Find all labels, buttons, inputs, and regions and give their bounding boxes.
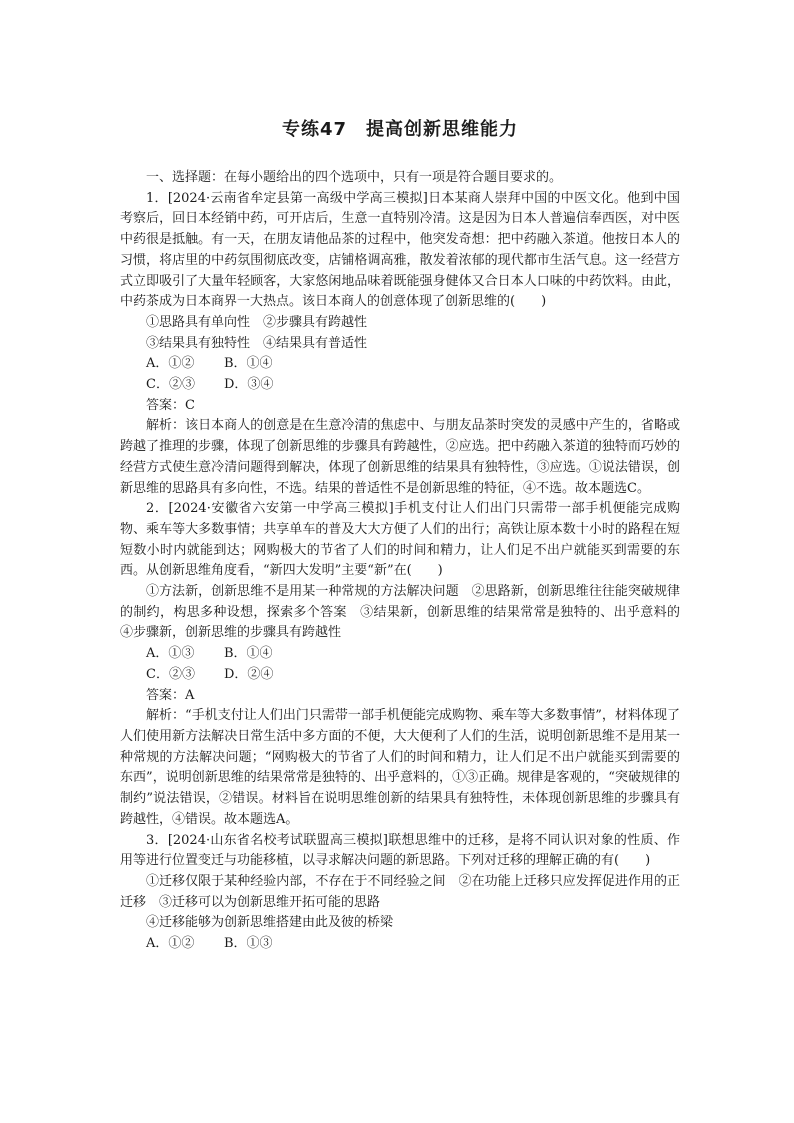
- option-a: A．①②: [146, 356, 195, 372]
- option-d: D．③④: [224, 377, 274, 393]
- statement-line: ①思路具有单向性 ②步骤具有跨越性: [146, 314, 368, 330]
- question-1: [120, 189, 680, 500]
- statement-line: ④迁移能够为创新思维搭建由此及彼的桥梁: [146, 915, 394, 931]
- section-heading: 一、选择题：在每小题给出的四个选项中，只有一项是符合题目要求的。: [146, 170, 563, 185]
- options-row: [120, 934, 680, 955]
- question-stem: 1．[2024·云南省牟定县第一高级中学高三模拟]日本某商人崇拜中国的中医文化。他到中国考察后，回日本经销中药，可开店后，生意一直特别冷清。这是因为日本人普遍信奉西医，对中医中药很是抵触。有一天，在朋友请他品茶的过程中，他突发奇想：把中药融入茶道。他按日本人的习惯，将店里的中药氛围彻底改变，店铺格调高雅，散发着浓郁的现代都市生活气息。这一经营方式立即吸引了大量年轻顾客，大家悠闲地品味着既能强身健体又合日本人口味的中药饮料。由此，中药茶成为日本商界一大热点。该日本商人的创意体现了创新思维的( ): [120, 190, 680, 310]
- page-title: 专练47 提高创新思维能力: [281, 119, 519, 140]
- answer-line: 答案：C: [146, 397, 195, 413]
- option-d: D．②④: [224, 666, 274, 682]
- option-b: B．①④: [224, 356, 273, 372]
- question-stem: 2．[2024·安徽省六安第一中学高三模拟]手机支付让人们出门只需带一部手机便能完成购物、乘车等大多数事情；共享单车的普及大大方便了人们的出行；高铁让原本数十小时的路程在短短数小时内就能到达；网购极大的节省了人们的时间和精力，让人们足不出户就能买到需要的东西。从创新思维角度看，“新四大发明”主要“新”在( ): [120, 501, 680, 579]
- options-row: [120, 644, 680, 665]
- option-c: C．②③: [146, 666, 195, 682]
- analysis-paragraph: 解析：该日本商人的创意是在生意冷清的焦虑中、与朋友品茶时突发的灵感中产生的，省略或跨越了推理的步骤，体现了创新思维的步骤具有跨越性，②应选。把中药融入茶道的独特而巧妙的经营方式使生意冷清问题得到解决，体现了创新思维的结果具有独特性，③应选。①说法错误，创新思维的思路具有多向性，不选。结果的普适性不是创新思维的特征，④不选。故本题选C。: [120, 418, 680, 496]
- question-3: [120, 831, 680, 955]
- answer-line: 答案：A: [146, 687, 195, 703]
- statements-paragraph: ①迁移仅限于某种经验内部，不存在于不同经验之间 ②在功能上迁移只应发挥促进作用的正迁移 ③迁移可以为创新思维开拓可能的思路: [120, 873, 680, 910]
- option-b: B．①④: [224, 646, 273, 662]
- document-page: [120, 118, 694, 955]
- analysis-paragraph: 解析：“手机支付让人们出门只需带一部手机便能完成购物、乘车等大多数事情”，材料体现了人们使用新方法解决日常生活中多方面的不便，大大便利了人们的生活，说明创新思维不是用某一种常规的方法解决问题；“网购极大的节省了人们的时间和精力，让人们足不出户就能买到需要的东西”，说明创新思维的结果常常是独特的、出乎意料的，①③正确。规律是客观的，“突破规律的制约”说法错误，②错误。材料旨在说明思维创新的结果具有独特性，未体现创新思维的步骤具有跨越性，④错误。故本题选A。: [120, 708, 680, 827]
- question-2: [120, 499, 694, 830]
- option-a: A．①②: [146, 936, 195, 952]
- options-row: [120, 354, 680, 375]
- option-b: B．①③: [224, 936, 273, 952]
- option-a: A．①③: [146, 646, 195, 662]
- statements-paragraph: ①方法新，创新思维不是用某一种常规的方法解决问题 ②思路新，创新思维往往能突破规律的制约，构思多种设想，探索多个答案 ③结果新，创新思维的结果常常是独特的、出乎意料的 ④步骤新，创新思维的步骤具有跨越性: [120, 584, 694, 641]
- options-row: [120, 665, 680, 686]
- option-c: C．②③: [146, 377, 195, 393]
- statement-line: ③结果具有独特性 ④结果具有普适性: [146, 335, 368, 351]
- options-row: [120, 375, 680, 396]
- question-stem: 3．[2024·山东省名校考试联盟高三模拟]联想思维中的迁移，是将不同认识对象的性质、作用等进行位置变迁与功能移植，以寻求解决问题的新思路。下列对迁移的理解正确的有( ): [120, 832, 680, 869]
